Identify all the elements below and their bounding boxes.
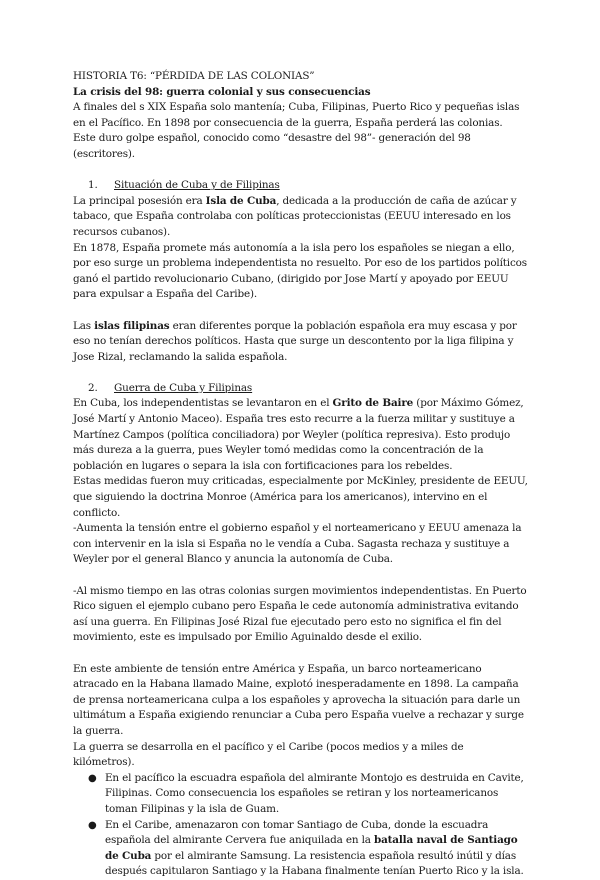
text-run: por el almirante Samsung. La resistencia española resultó inútil y días después capitularon Santiago y la Habana finalmente tenían Puerto Rico y la isla. [105, 849, 524, 878]
section-number: 2. [88, 381, 98, 394]
section-title: Guerra de Cuba y Filipinas [114, 381, 253, 394]
bold-term: Isla de Cuba [205, 194, 277, 207]
bullet-icon: ● [88, 772, 97, 784]
bullet-list [73, 771, 528, 880]
list-item [73, 818, 528, 880]
section-heading-1 [73, 178, 528, 194]
text-run: , dedicada a la producción de caña de azúcar y tabaco, que España controlaba con políticas proteccionistas (EEUU interesado en los recursos cubanos). [73, 194, 517, 238]
paragraph [73, 396, 528, 474]
section-title: Situación de Cuba y de Filipinas [114, 179, 280, 192]
bold-term: Grito de Baire [332, 397, 414, 410]
text-run: Las [73, 319, 95, 332]
intro-paragraph: A finales del s XIX España solo mantenía; Cuba, Filipinas, Puerto Rico y pequeñas islas en el Pacífico. En 1898 por consecuencia de la guerra, España perderá las colonias. Este duro golpe español, conocido como “desastre del 98”- generación del 98 (escritores). [73, 101, 520, 160]
text-run: En el pacífico la escuadra española del almirante Montojo es destruida en Cavite, Filipinas. Como consecuencia los españoles se retiran y los norteamericanos toman Filipinas y la isla de Guam. [105, 771, 524, 815]
spacer [73, 646, 528, 662]
paragraph: En este ambiente de tensión entre América y España, un barco norteamericano atracado en la Habana llamado Maine, explotó inesperadamente en 1898. La campaña de prensa norteamericana culpa a los españoles y aprovecha la situación para darle un ultimátum a España exigiendo renunciar a Cuba pero España vuelve a rechazar y surge la guerra. [73, 662, 524, 737]
paragraph: -Al mismo tiempo en las otras colonias surgen movimientos independentistas. En Puerto Rico siguen el ejemplo cubano pero España le cede autonomía administrativa evitando así una guerra. En Filipinas José Rizal fue ejecutado pero esto no significa el fin del movimiento, este es impulsado por Emilio Aguinaldo desde el exilio. [73, 584, 527, 644]
spacer [73, 163, 528, 179]
spacer [73, 568, 528, 584]
paragraph: -Aumenta la tensión entre el gobierno español y el norteamericano y EEUU amenaza la con intervenir en la isla si España no le vendía a Cuba. Sagasta rechaza y sustituye a Weyler por el general Blanco y anuncia la autonomía de Cuba. [73, 522, 522, 566]
spacer [73, 303, 528, 319]
text-run: (por Máximo Gómez, José Martí y Antonio Maceo). España tres esto recurre a la fuerza militar y sustituye a Martínez Campos (política conciliadora) por Weyler (política represiva). Esto produjo más dureza a la guerra, pues Weyler tomó medidas como la concentración de la población en lugares o separa la isla con fortificaciones para los rebeldes. [73, 397, 524, 472]
text-run: La principal posesión era [73, 194, 206, 207]
paragraph: La guerra se desarrolla en el pacífico y el Caribe (pocos medios y a miles de kilómetros). [73, 740, 464, 769]
paragraph [73, 194, 528, 241]
paragraph: En 1878, España promete más autonomía a la isla pero los españoles se niegan a ello, por eso surge un problema independentista no resuelto. Por eso de los partidos políticos ganó el partido revolucionario Cubano, (dirigido por Jose Martí y apoyado por EEUU para expulsar a España del Caribe). [73, 241, 527, 301]
paragraph: Estas medidas fueron muy criticadas, especialmente por McKinley, presidente de EEUU, que siguiendo la doctrina Monroe (América para los americanos), intervino en el conflicto. [73, 475, 528, 519]
text-run: En el Caribe, amenazaron con tomar Santiago de Cuba, donde la escuadra española del almirante Cervera fue aniquilada en la [105, 818, 489, 847]
document-subtitle: La crisis del 98: guerra colonial y sus consecuencias [73, 85, 371, 98]
paragraph [73, 319, 528, 366]
list-item [73, 771, 528, 818]
bullet-icon: ● [88, 819, 97, 831]
text-run: En Cuba, los independentistas se levantaron en el [73, 397, 333, 410]
text-run: eran diferentes porque la población española era muy escasa y por eso no tenían derechos políticos. Hasta que surge un descontento por la liga filipina y Jose Rizal, reclamando la salida española. [73, 319, 517, 363]
section-number: 1. [88, 179, 98, 192]
bold-term: islas filipinas [94, 319, 170, 332]
document-body [73, 69, 528, 880]
bold-term: batalla naval de Santiago de Cuba [105, 834, 518, 862]
spacer [73, 365, 528, 381]
section-heading-2 [73, 381, 528, 397]
document-title: HISTORIA T6: “PÉRDIDA DE LAS COLONIAS” [73, 70, 315, 82]
